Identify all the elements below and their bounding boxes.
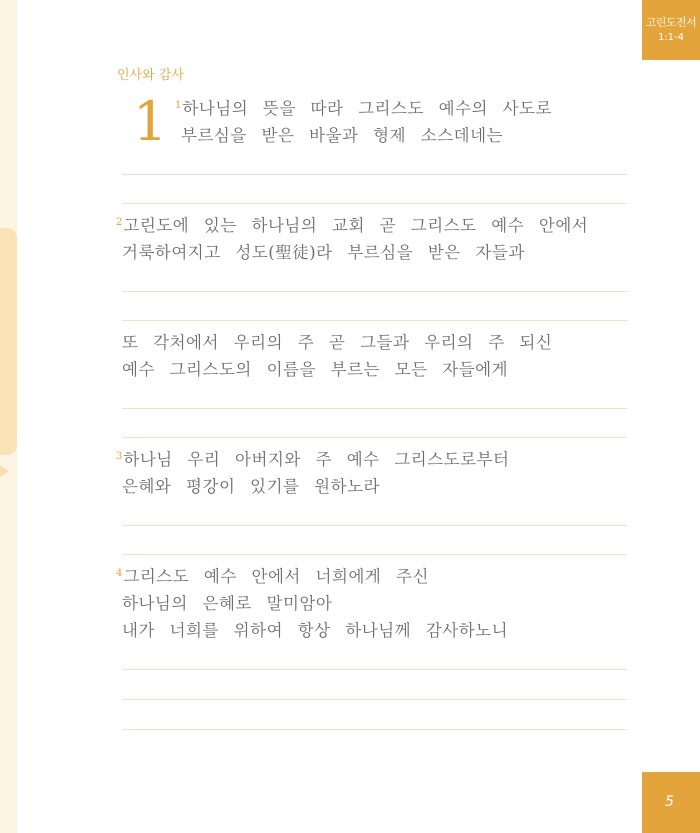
verse-number: 2 <box>116 216 123 228</box>
page-number: 5 <box>665 794 674 810</box>
verse-1-line-1: $^1$하나님의 뜻을 따라 그리스도 예수의 사도로 <box>175 99 553 118</box>
verse-number: 4 <box>116 567 123 579</box>
writing-guide-line <box>122 669 627 670</box>
verse-3-line-2: 은혜와 평강이 있기를 원하노라 <box>122 477 380 496</box>
verse-2-cont-line-1: 또 각처에서 우리의 주 곧 그들과 우리의 주 되신 <box>122 333 553 352</box>
writing-guide-line <box>122 291 627 292</box>
verse-number: 3 <box>116 450 123 462</box>
writing-guide-line <box>122 320 627 321</box>
left-bookmark-tab <box>0 228 17 455</box>
writing-guide-line <box>122 203 627 204</box>
writing-guide-line <box>122 174 627 175</box>
writing-guide-line <box>122 554 627 555</box>
verse-number: 1 <box>175 99 182 111</box>
writing-guide-line <box>122 525 627 526</box>
book-reference-tab <box>642 0 700 60</box>
writing-guide-line <box>122 729 627 730</box>
left-notch-marker <box>0 465 9 477</box>
writing-guide-line <box>122 437 627 438</box>
section-title: 인사와 감사 <box>117 68 184 83</box>
verse-2-line-1: $^2$고린도에 있는 하나님의 교회 곧 그리스도 예수 안에서 <box>116 216 589 235</box>
writing-guide-line <box>122 408 627 409</box>
page-number-tab <box>642 772 700 833</box>
verse-2-cont-line-2: 예수 그리스도의 이름을 부르는 모든 자들에게 <box>122 360 509 379</box>
writing-guide-line <box>122 699 627 700</box>
chapter-number: 1 <box>133 90 168 153</box>
verse-3-line-1: $^3$하나님 우리 아버지와 주 예수 그리스도로부터 <box>116 450 510 469</box>
verse-4-line-3: 내가 너희를 위하여 항상 하나님께 감사하노니 <box>122 621 509 640</box>
verse-1-line-2: 부르심을 받은 바울과 형제 소스데네는 <box>181 126 504 145</box>
verse-4-line-2: 하나님의 은혜로 말미암아 <box>122 594 333 613</box>
book-name: 고린도전서 <box>645 16 697 29</box>
chapter-verse-range: 1:1-4 <box>657 32 685 43</box>
verse-4-line-1: $^4$그리스도 예수 안에서 너희에게 주신 <box>116 567 429 586</box>
verse-2-line-2: 거룩하여지고 성도(聖徒)라 부르심을 받은 자들과 <box>122 243 525 262</box>
